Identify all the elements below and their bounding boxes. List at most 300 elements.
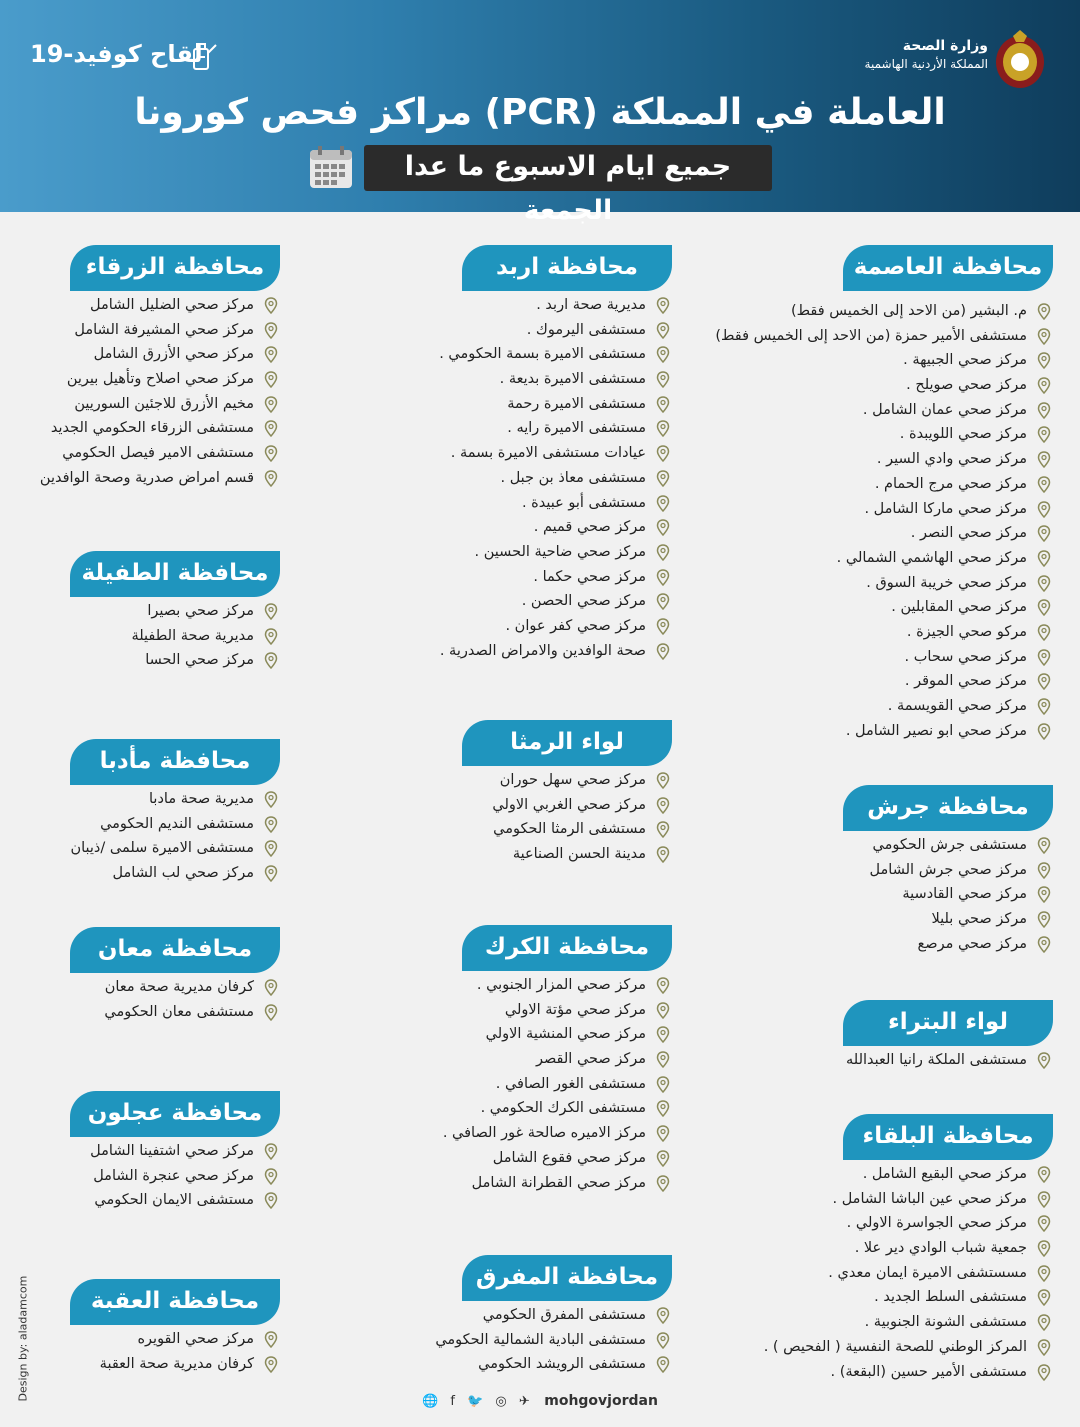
location-name: مركز صحي عنجرة الشامل xyxy=(93,1167,254,1184)
list-item xyxy=(715,669,1053,694)
location-name: مديرية صحة الطفيلة xyxy=(131,627,254,644)
design-credit xyxy=(8,1275,34,1410)
location-name: عيادات مستشفى الاميرة بسمة . xyxy=(450,445,646,462)
location-pin-icon xyxy=(656,821,670,838)
ministry-block xyxy=(865,38,988,71)
location-name: مستشفى الأمير حمزة (من الاحد إلى الخميس فقط) xyxy=(715,327,1027,344)
section-heading: محافظة معان xyxy=(70,927,280,973)
governorate-section xyxy=(843,1000,1053,1073)
location-pin-icon xyxy=(656,346,670,363)
list-item xyxy=(40,466,280,491)
location-name: كرفان مديرية صحة معان xyxy=(104,979,254,995)
location-list xyxy=(439,293,672,663)
location-pin-icon xyxy=(656,544,670,561)
location-name: مركو صحي الجيزة . xyxy=(906,623,1027,640)
list-item xyxy=(462,817,672,842)
location-pin-icon xyxy=(264,1004,278,1021)
location-list xyxy=(462,768,672,867)
location-name: مركز صحي لب الشامل xyxy=(112,865,254,882)
list-item xyxy=(439,293,672,318)
list-item xyxy=(715,447,1053,472)
location-pin-icon xyxy=(1037,402,1051,419)
location-pin-icon xyxy=(264,1331,278,1348)
location-pin-icon xyxy=(264,865,278,882)
list-item xyxy=(843,858,1053,883)
list-item xyxy=(764,1236,1053,1261)
list-item xyxy=(439,441,672,466)
list-item xyxy=(462,793,672,818)
location-list xyxy=(70,787,280,886)
section-heading: محافظة العاصمة xyxy=(843,245,1053,291)
section-heading: لواء الرمثا xyxy=(462,720,672,766)
location-name: مركز صحي اصلاح وتأهيل بيرين xyxy=(66,371,254,388)
location-list xyxy=(70,1327,280,1376)
location-name: مركز صحي الموقر . xyxy=(904,673,1027,690)
location-pin-icon xyxy=(656,1307,670,1324)
governorate-section xyxy=(843,785,1053,956)
location-name: مستشفى الكرك الحكومي . xyxy=(480,1100,646,1117)
location-pin-icon xyxy=(1037,673,1051,690)
location-name: مستشفى الرمثا الحكومي xyxy=(493,821,646,838)
list-item xyxy=(70,648,280,673)
location-pin-icon xyxy=(656,593,670,610)
location-list xyxy=(435,1303,672,1377)
location-name: مستشفى السلط الجديد . xyxy=(874,1289,1027,1306)
location-pin-icon xyxy=(656,420,670,437)
list-item xyxy=(439,318,672,343)
list-item xyxy=(70,975,280,1000)
location-name: مركز صحي النصر . xyxy=(910,525,1027,542)
list-item xyxy=(764,1360,1053,1385)
location-name: مركز صحي القويره xyxy=(137,1331,254,1347)
location-name: مركز صحي مرصع xyxy=(917,935,1027,952)
location-name: قسم امراض صدرية وصحة الوافدين xyxy=(39,469,254,486)
page-title: مراكز فحص كورونا (PCR) العاملة في المملكة xyxy=(134,92,946,133)
location-pin-icon xyxy=(656,495,670,512)
list-item xyxy=(715,497,1053,522)
location-pin-icon xyxy=(264,346,278,363)
section-heading: محافظة الزرقاء xyxy=(70,245,280,291)
location-pin-icon xyxy=(264,816,278,833)
location-pin-icon xyxy=(264,628,278,645)
location-name: مستشفى أبو عبيدة . xyxy=(521,494,646,511)
location-name: مستشفى جرش الحكومي xyxy=(872,837,1027,853)
location-list xyxy=(40,293,280,491)
location-pin-icon xyxy=(264,322,278,339)
list-item xyxy=(70,1000,280,1025)
location-name: جمعية شباب الوادي دير علا . xyxy=(854,1240,1027,1257)
section-heading: محافظة عجلون xyxy=(70,1091,280,1137)
location-pin-icon xyxy=(1037,1215,1051,1232)
list-item xyxy=(715,719,1053,744)
list-item xyxy=(843,882,1053,907)
location-pin-icon xyxy=(1037,1289,1051,1306)
location-name: مستشفى الاميرة سلمى /ذيبان xyxy=(70,840,254,857)
list-item xyxy=(715,299,1053,324)
section-heading: لواء البتراء xyxy=(843,1000,1053,1046)
location-pin-icon xyxy=(1037,1240,1051,1257)
list-item xyxy=(764,1162,1053,1187)
location-pin-icon xyxy=(656,772,670,789)
location-pin-icon xyxy=(1037,1052,1051,1069)
location-pin-icon xyxy=(264,1356,278,1373)
list-item xyxy=(764,1211,1053,1236)
location-list xyxy=(764,1162,1053,1384)
location-pin-icon xyxy=(656,396,670,413)
governorate-section xyxy=(439,245,672,663)
location-name: مركز صحي قميم . xyxy=(533,519,646,536)
location-pin-icon xyxy=(264,1192,278,1209)
location-pin-icon xyxy=(1037,550,1051,567)
location-name: مستشفى الشونة الجنوبية . xyxy=(864,1314,1027,1331)
governorate-section xyxy=(435,1255,672,1377)
social-icons[interactable]: 🌐 f 🐦 ◎ ✈ xyxy=(422,1394,534,1409)
location-pin-icon xyxy=(656,1175,670,1192)
list-item xyxy=(439,565,672,590)
location-pin-icon xyxy=(656,1356,670,1373)
location-name: مركز صحي فقوع الشامل xyxy=(492,1149,646,1166)
list-item xyxy=(462,842,672,867)
list-item xyxy=(439,491,672,516)
governorate-section xyxy=(70,927,280,1024)
list-item xyxy=(715,571,1053,596)
location-list xyxy=(715,299,1053,743)
location-pin-icon xyxy=(656,1026,670,1043)
location-name: مركز صحي عين الباشا الشامل . xyxy=(832,1190,1027,1207)
location-pin-icon xyxy=(656,1051,670,1068)
list-item xyxy=(70,1327,280,1352)
list-item xyxy=(439,342,672,367)
location-name: مسستشفى الاميرة ايمان معدي . xyxy=(828,1264,1027,1281)
location-name: مستشفى الأمير حسين (البقعة) . xyxy=(830,1363,1027,1380)
governorate-section xyxy=(764,1114,1053,1384)
location-name: مستشفى الاميرة بديعة . xyxy=(499,371,646,388)
list-item xyxy=(439,416,672,441)
governorate-section xyxy=(462,720,672,867)
list-item xyxy=(70,1139,280,1164)
location-name: مركز صحي الهاشمي الشمالي . xyxy=(836,549,1027,566)
location-pin-icon xyxy=(1037,1191,1051,1208)
section-heading: محافظة الطفيلة xyxy=(70,551,280,597)
list-item xyxy=(435,1328,672,1353)
location-pin-icon xyxy=(656,618,670,635)
list-item xyxy=(439,614,672,639)
location-name: مركز صحي المزار الجنوبي . xyxy=(476,977,646,993)
location-pin-icon xyxy=(656,322,670,339)
list-item xyxy=(40,367,280,392)
list-item xyxy=(40,392,280,417)
list-item xyxy=(70,812,280,837)
location-name: مركز صحي القصر xyxy=(535,1051,646,1068)
list-item xyxy=(70,1188,280,1213)
location-pin-icon xyxy=(1037,1166,1051,1183)
location-pin-icon xyxy=(656,643,670,660)
section-heading: محافظة المفرق xyxy=(462,1255,672,1301)
location-name: مستشفى اليرموك . xyxy=(526,321,646,338)
location-name: مستشفى معان الحكومي xyxy=(104,1003,254,1020)
list-item xyxy=(70,624,280,649)
list-item xyxy=(443,973,672,998)
governorate-section xyxy=(70,1279,280,1376)
list-item xyxy=(764,1261,1053,1286)
list-item xyxy=(764,1335,1053,1360)
schedule-banner: جميع ايام الاسبوع ما عدا الجمعة xyxy=(364,145,772,191)
location-pin-icon xyxy=(1037,1314,1051,1331)
list-item xyxy=(443,1171,672,1196)
location-pin-icon xyxy=(1037,599,1051,616)
location-pin-icon xyxy=(656,1076,670,1093)
location-name: مستشفى الاميرة رحمة xyxy=(507,395,646,412)
location-name: مركز صحي جرش الشامل xyxy=(869,861,1027,878)
list-item xyxy=(715,620,1053,645)
section-heading: محافظة اربد xyxy=(462,245,672,291)
list-item xyxy=(439,392,672,417)
location-name: مركز صحي سهل حوران xyxy=(499,772,646,788)
list-item xyxy=(435,1352,672,1377)
list-item xyxy=(439,540,672,565)
location-pin-icon xyxy=(1037,1364,1051,1381)
location-pin-icon xyxy=(656,977,670,994)
list-item xyxy=(70,861,280,886)
location-name: مستشفى الاميرة رايه . xyxy=(507,420,646,437)
vaccine-label: لقاح كوفيد-19 xyxy=(30,40,203,68)
location-pin-icon xyxy=(1037,377,1051,394)
location-name: كرفان مديرية صحة العقبة xyxy=(99,1355,254,1372)
location-name: مستشفى الامير فيصل الحكومي xyxy=(62,445,254,462)
location-pin-icon xyxy=(1037,837,1051,854)
location-pin-icon xyxy=(264,652,278,669)
location-pin-icon xyxy=(1037,451,1051,468)
location-pin-icon xyxy=(1037,723,1051,740)
location-name: مركز صحي المشيرفة الشامل xyxy=(74,321,254,338)
location-name: مركز صحي الجبيهة . xyxy=(903,352,1027,369)
list-item xyxy=(70,787,280,812)
list-item xyxy=(764,1310,1053,1335)
location-name: مركز صحي سحاب . xyxy=(904,648,1027,665)
location-name: مستشفى الغور الصافي . xyxy=(495,1075,646,1092)
location-pin-icon xyxy=(264,979,278,996)
location-name: مركز صحي بليلا xyxy=(931,911,1027,928)
location-pin-icon xyxy=(1037,1339,1051,1356)
list-item xyxy=(715,472,1053,497)
location-name: مركز صحي مرج الحمام . xyxy=(874,475,1027,492)
governorate-section xyxy=(70,739,280,886)
location-pin-icon xyxy=(1037,501,1051,518)
location-name: مستشفى الاميرة بسمة الحكومي . xyxy=(439,346,646,363)
governorate-section xyxy=(70,551,280,673)
location-name: مركز صحي اشتفينا الشامل xyxy=(90,1143,254,1159)
location-name: مستشفى معاذ بن جبل . xyxy=(500,469,646,486)
location-name: مركز صحي الضليل الشامل xyxy=(90,297,254,313)
location-name: مركز صحي الغربي الاولي xyxy=(492,796,646,813)
calendar-icon xyxy=(308,146,354,190)
section-heading: محافظة الكرك xyxy=(462,925,672,971)
location-name: مستشفى النديم الحكومي xyxy=(100,815,254,832)
list-item xyxy=(40,342,280,367)
social-handle[interactable]: mohgovjordan xyxy=(544,1393,658,1409)
governorate-section xyxy=(715,245,1053,743)
location-pin-icon xyxy=(1037,575,1051,592)
location-name: مركز الاميره صالحة غور الصافي . xyxy=(442,1125,646,1142)
location-name: مستشفى الزرقاء الحكومي الجديد xyxy=(50,420,254,437)
location-pin-icon xyxy=(1037,624,1051,641)
location-name: مستشفى الملكة رانيا العبدالله xyxy=(846,1052,1027,1068)
location-name: مركز صحي البقيع الشامل . xyxy=(862,1166,1027,1182)
list-item xyxy=(443,998,672,1023)
list-item xyxy=(715,595,1053,620)
location-name: المركز الوطني للصحة النفسية ( الفحيص ) . xyxy=(763,1338,1027,1355)
location-pin-icon xyxy=(1037,426,1051,443)
list-item xyxy=(435,1303,672,1328)
location-pin-icon xyxy=(656,470,670,487)
location-pin-icon xyxy=(1037,698,1051,715)
location-name: مستشفى الرويشد الحكومي xyxy=(478,1356,646,1373)
ministry-name: وزارة الصحة xyxy=(902,38,988,54)
section-heading: محافظة جرش xyxy=(843,785,1053,831)
location-pin-icon xyxy=(656,371,670,388)
location-name: مديرية صحة مادبا xyxy=(149,791,254,807)
list-item xyxy=(715,348,1053,373)
design-credit-text: Design by: aladamcom xyxy=(16,1275,30,1402)
location-list xyxy=(843,833,1053,956)
list-item xyxy=(715,422,1053,447)
location-pin-icon xyxy=(656,1002,670,1019)
list-item xyxy=(439,589,672,614)
location-name: مديرية صحة اربد . xyxy=(536,297,646,313)
location-pin-icon xyxy=(656,1150,670,1167)
location-pin-icon xyxy=(264,371,278,388)
location-pin-icon xyxy=(656,445,670,462)
governorate-section xyxy=(443,925,672,1195)
location-name: م. البشير (من الاحد إلى الخميس فقط) xyxy=(791,303,1027,319)
list-item xyxy=(70,1164,280,1189)
list-item xyxy=(715,324,1053,349)
location-pin-icon xyxy=(656,569,670,586)
list-item xyxy=(715,645,1053,670)
location-pin-icon xyxy=(1037,911,1051,928)
list-item xyxy=(439,639,672,664)
location-pin-icon xyxy=(264,1143,278,1160)
location-pin-icon xyxy=(1037,649,1051,666)
section-heading: محافظة العقبة xyxy=(70,1279,280,1325)
location-list xyxy=(70,1139,280,1213)
list-item xyxy=(715,521,1053,546)
location-name: مركز صحي كفر عوان . xyxy=(505,617,646,634)
location-pin-icon xyxy=(1037,886,1051,903)
location-name: مركز صحي المقابلين . xyxy=(891,599,1027,616)
location-list xyxy=(443,973,672,1195)
location-name: مركز صحي ابو نصير الشامل . xyxy=(845,722,1027,739)
location-name: مركز صحي المنشية الاولي xyxy=(485,1026,646,1043)
location-name: مركز صحي الأزرق الشامل xyxy=(93,346,254,363)
location-pin-icon xyxy=(264,396,278,413)
location-pin-icon xyxy=(1037,303,1051,320)
list-item xyxy=(715,546,1053,571)
list-item xyxy=(843,932,1053,957)
location-pin-icon xyxy=(1037,476,1051,493)
location-name: مخيم الأزرق للاجئين السوريين xyxy=(74,395,254,412)
location-name: مركز صحي القطرانة الشامل xyxy=(471,1174,646,1191)
location-name: مستشفى البادية الشمالية الحكومي xyxy=(435,1331,646,1348)
location-pin-icon xyxy=(1037,1265,1051,1282)
location-pin-icon xyxy=(1037,936,1051,953)
list-item xyxy=(715,373,1053,398)
location-list xyxy=(843,1048,1053,1073)
list-item xyxy=(439,466,672,491)
location-pin-icon xyxy=(264,840,278,857)
location-pin-icon xyxy=(1037,328,1051,345)
location-name: مركز صحي الجواسرة الاولي . xyxy=(846,1215,1027,1232)
location-pin-icon xyxy=(656,297,670,314)
list-item xyxy=(443,1047,672,1072)
list-item xyxy=(462,768,672,793)
location-name: صحة الوافدين والامراض الصدرية . xyxy=(439,642,646,659)
location-name: مركز صحي ضاحية الحسين . xyxy=(474,543,646,560)
governorate-section xyxy=(70,1091,280,1213)
location-name: مركز صحي صويلح . xyxy=(906,377,1027,394)
location-pin-icon xyxy=(264,445,278,462)
header-banner xyxy=(0,0,1080,226)
location-name: مركز صحي حكما . xyxy=(533,568,646,585)
location-name: مستشفى المفرق الحكومي xyxy=(482,1307,646,1323)
list-item xyxy=(443,1146,672,1171)
location-pin-icon xyxy=(1037,525,1051,542)
location-pin-icon xyxy=(1037,862,1051,879)
list-item xyxy=(40,416,280,441)
ministry-country: المملكة الأردنية الهاشمية xyxy=(864,57,988,71)
location-pin-icon xyxy=(656,1100,670,1117)
location-pin-icon xyxy=(656,846,670,863)
location-pin-icon xyxy=(656,797,670,814)
list-item xyxy=(715,398,1053,423)
list-item xyxy=(764,1187,1053,1212)
list-item xyxy=(443,1022,672,1047)
location-pin-icon xyxy=(264,791,278,808)
location-name: مركز صحي مؤتة الاولي xyxy=(504,1001,646,1018)
list-item xyxy=(764,1285,1053,1310)
location-pin-icon xyxy=(656,519,670,536)
list-item xyxy=(40,441,280,466)
location-name: مدينة الحسن الصناعية xyxy=(512,846,646,863)
footer xyxy=(0,1393,1080,1409)
section-heading: محافظة مأدبا xyxy=(70,739,280,785)
list-item xyxy=(443,1072,672,1097)
location-pin-icon xyxy=(656,1332,670,1349)
list-item xyxy=(40,318,280,343)
list-item xyxy=(439,367,672,392)
location-name: مركز صحي خريبة السوق . xyxy=(866,574,1027,591)
list-item xyxy=(843,907,1053,932)
location-name: مركز صحي عمان الشامل . xyxy=(862,401,1027,418)
location-name: مركز صحي ماركا الشامل . xyxy=(864,500,1027,517)
location-list xyxy=(70,975,280,1024)
list-item xyxy=(843,1048,1053,1073)
section-heading: محافظة البلقاء xyxy=(843,1114,1053,1160)
location-name: مركز صحي القادسية xyxy=(902,886,1027,903)
location-pin-icon xyxy=(264,297,278,314)
location-pin-icon xyxy=(264,470,278,487)
location-pin-icon xyxy=(264,1168,278,1185)
list-item xyxy=(443,1096,672,1121)
location-pin-icon xyxy=(264,603,278,620)
list-item xyxy=(715,694,1053,719)
location-name: مركز صحي القويسمة . xyxy=(887,698,1027,714)
list-item xyxy=(40,293,280,318)
list-item xyxy=(843,833,1053,858)
location-list xyxy=(70,599,280,673)
location-pin-icon xyxy=(1037,352,1051,369)
location-pin-icon xyxy=(656,1125,670,1142)
